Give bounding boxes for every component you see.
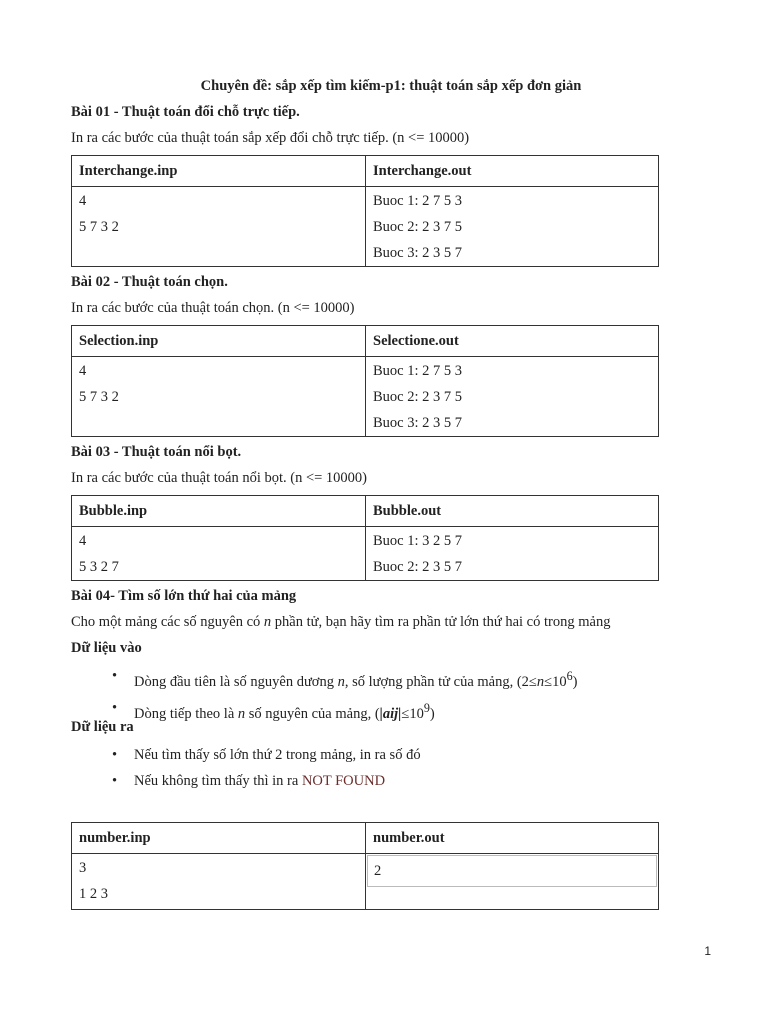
- bai02-description: In ra các bước của thuật toán chọn. (n <= 10000): [71, 300, 355, 316]
- bullet-icon: •: [112, 773, 118, 789]
- text-span: , số lượng phần tử của mảng, (2≤: [344, 673, 537, 690]
- bai01-input-header: Interchange.inp: [72, 156, 366, 187]
- output-line: Buoc 1: 2 7 5 3: [373, 193, 463, 209]
- output-line: Buoc 2: 2 3 7 5: [373, 219, 463, 235]
- text-span: ): [572, 673, 578, 690]
- input-line: 3: [79, 860, 87, 876]
- output-line: 2: [367, 855, 657, 887]
- variable-n: n: [337, 673, 345, 690]
- text-span: ≤10: [401, 705, 424, 722]
- output-line: Buoc 2: 2 3 5 7: [373, 559, 463, 575]
- bai04-io-table: [71, 822, 659, 910]
- list-item: [112, 663, 578, 695]
- bai03-output-header: Bubble.out: [366, 496, 659, 527]
- bai03-io-table: [71, 495, 659, 581]
- bai04-output-header: number.out: [366, 823, 659, 854]
- exponent: 9: [423, 700, 430, 715]
- bai03-output-cell: [366, 527, 659, 581]
- text-span: Cho một mảng các số nguyên có: [71, 614, 264, 630]
- output-line: Buoc 3: 2 3 5 7: [373, 415, 463, 431]
- output-line: Buoc 3: 2 3 5 7: [373, 245, 463, 261]
- bai02-output-cell: [366, 357, 659, 437]
- bai01-output-cell: [366, 187, 659, 267]
- input-line: 5 7 3 2: [79, 219, 119, 235]
- input-spec-heading: Dữ liệu vào: [71, 640, 142, 656]
- bai02-io-table: [71, 325, 659, 437]
- page-number: 1: [704, 944, 711, 958]
- text-span: phần tử, bạn hãy tìm ra phần tử lớn thứ hai có trong mảng: [271, 614, 611, 630]
- bai04-heading: Bài 04- Tìm số lớn thứ hai của mảng: [71, 588, 297, 604]
- bai04-output-cell: [366, 854, 659, 910]
- input-line: 4: [79, 533, 87, 549]
- list-item: [112, 768, 421, 794]
- output-line: Buoc 1: 2 7 5 3: [373, 363, 463, 379]
- bai03-description: In ra các bước của thuật toán nổi bọt. (n <= 10000): [71, 470, 368, 486]
- bullet-icon: •: [112, 747, 118, 763]
- bai01-input-cell: [72, 187, 366, 267]
- input-line: 5 7 3 2: [79, 389, 119, 405]
- bai04-input-cell: [72, 854, 366, 910]
- bullet-icon: •: [112, 699, 118, 716]
- input-line: 5 3 2 7: [79, 559, 119, 575]
- bai02-heading: Bài 02 - Thuật toán chọn.: [71, 274, 228, 290]
- bai02-input-cell: [72, 357, 366, 437]
- variable-n: n: [536, 673, 545, 690]
- text-span: ): [429, 705, 435, 722]
- bai01-io-table: [71, 155, 659, 267]
- not-found-text: NOT FOUND: [301, 773, 386, 789]
- text-span: Dòng đầu tiên là số nguyên dương: [134, 673, 338, 690]
- bai01-output-header: Interchange.out: [366, 156, 659, 187]
- list-item: [112, 742, 421, 768]
- output-spec-list: [112, 742, 421, 794]
- bai02-output-header: Selectione.out: [366, 326, 659, 357]
- text-span: Nếu không tìm thấy thì in ra: [134, 773, 302, 789]
- variable-n: n: [237, 705, 246, 722]
- bai03-input-cell: [72, 527, 366, 581]
- text-span: Nếu tìm thấy số lớn thứ 2 trong mảng, in ra số đó: [134, 747, 421, 763]
- variable-n: n: [263, 614, 272, 630]
- text-span: Dòng tiếp theo là: [134, 705, 238, 722]
- text-span: số nguyên của mảng, (: [245, 705, 380, 722]
- bai04-input-header: number.inp: [72, 823, 366, 854]
- bai01-description: In ra các bước của thuật toán sắp xếp đổi chỗ trực tiếp. (n <= 10000): [71, 130, 470, 146]
- bai03-input-header: Bubble.inp: [72, 496, 366, 527]
- bullet-icon: •: [112, 668, 118, 684]
- output-line: Buoc 1: 3 2 5 7: [373, 533, 463, 549]
- input-line: 1 2 3: [79, 886, 108, 902]
- bai03-heading: Bài 03 - Thuật toán nổi bọt.: [71, 444, 242, 460]
- input-spec-list: [112, 663, 578, 727]
- list-item: [112, 695, 578, 727]
- input-line: 4: [79, 193, 87, 209]
- exponent: 6: [566, 669, 573, 683]
- output-spec-heading: Dữ liệu ra: [71, 719, 134, 735]
- bai01-heading: Bài 01 - Thuật toán đổi chỗ trực tiếp.: [71, 104, 300, 120]
- text-span: ≤10: [544, 673, 567, 690]
- bai04-description: [71, 614, 610, 631]
- input-line: 4: [79, 363, 87, 379]
- document-title: Chuyên đề: sắp xếp tìm kiếm-p1: thuật toán sắp xếp đơn giản: [200, 78, 582, 94]
- variable-aij: |aij|: [379, 705, 402, 722]
- bai02-input-header: Selection.inp: [72, 326, 366, 357]
- output-line: Buoc 2: 2 3 7 5: [373, 389, 463, 405]
